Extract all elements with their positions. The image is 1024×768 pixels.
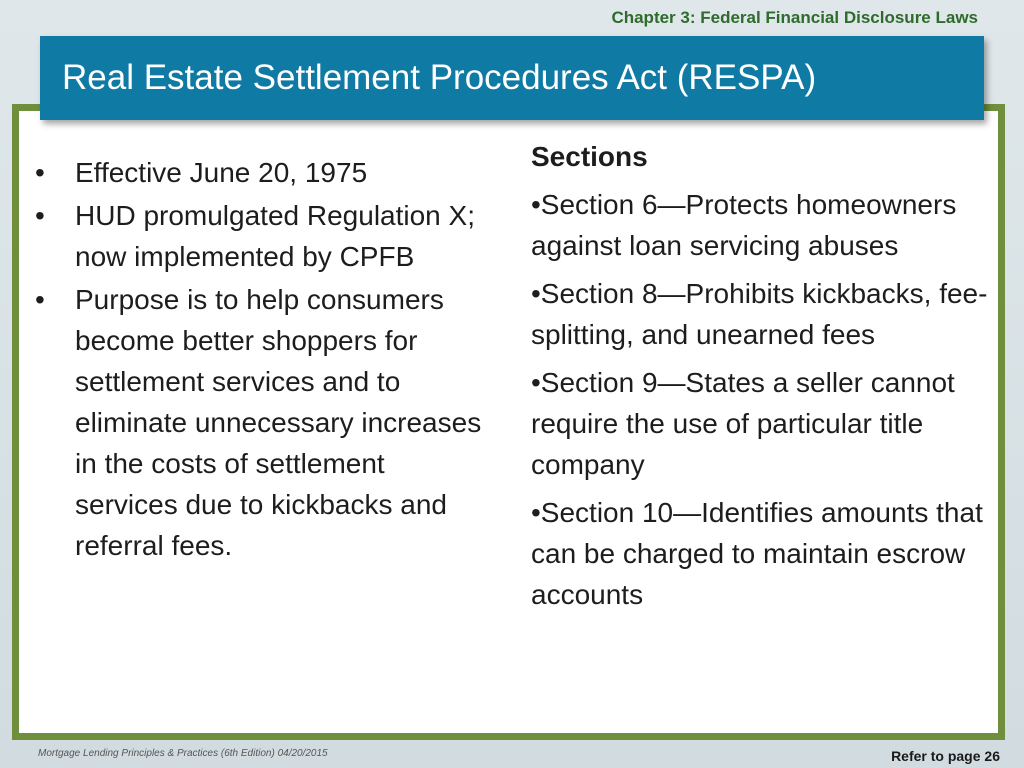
sections-heading: Sections <box>531 141 648 172</box>
section-item: •Section 8—Prohibits kickbacks, fee-splitting, and unearned fees <box>531 278 988 350</box>
chapter-header: Chapter 3: Federal Financial Disclosure Laws <box>611 8 978 27</box>
left-bullet-list <box>28 152 488 566</box>
section-item: •Section 9—States a seller cannot require the use of particular title company <box>531 367 955 480</box>
bullet-icon: • <box>35 200 45 231</box>
slide-title: Real Estate Settlement Procedures Act (RESPA) <box>62 58 817 97</box>
bullet-icon: • <box>35 284 45 315</box>
bullet-item <box>28 279 488 566</box>
title-bar <box>40 36 984 120</box>
bullet-icon: • <box>35 157 45 188</box>
footer-citation: Mortgage Lending Principles & Practices (6th Edition) 04/20/2015 <box>38 748 328 759</box>
sections-column <box>531 136 991 622</box>
bullet-item <box>28 195 488 277</box>
section-item: •Section 6—Protects homeowners against loan servicing abuses <box>531 189 957 261</box>
bullet-text: Purpose is to help consumers become better shoppers for settlement services and to eliminate unnecessary increases in the costs of settlement services due to kickbacks and referral fees. <box>75 284 482 561</box>
section-item: •Section 10—Identifies amounts that can be charged to maintain escrow accounts <box>531 497 983 610</box>
bullet-text: HUD promulgated Regulation X; now implemented by CPFB <box>75 200 475 272</box>
bullet-text: Effective June 20, 1975 <box>75 157 368 188</box>
bullet-item <box>28 152 488 193</box>
page-reference: Refer to page 26 <box>891 748 1000 764</box>
